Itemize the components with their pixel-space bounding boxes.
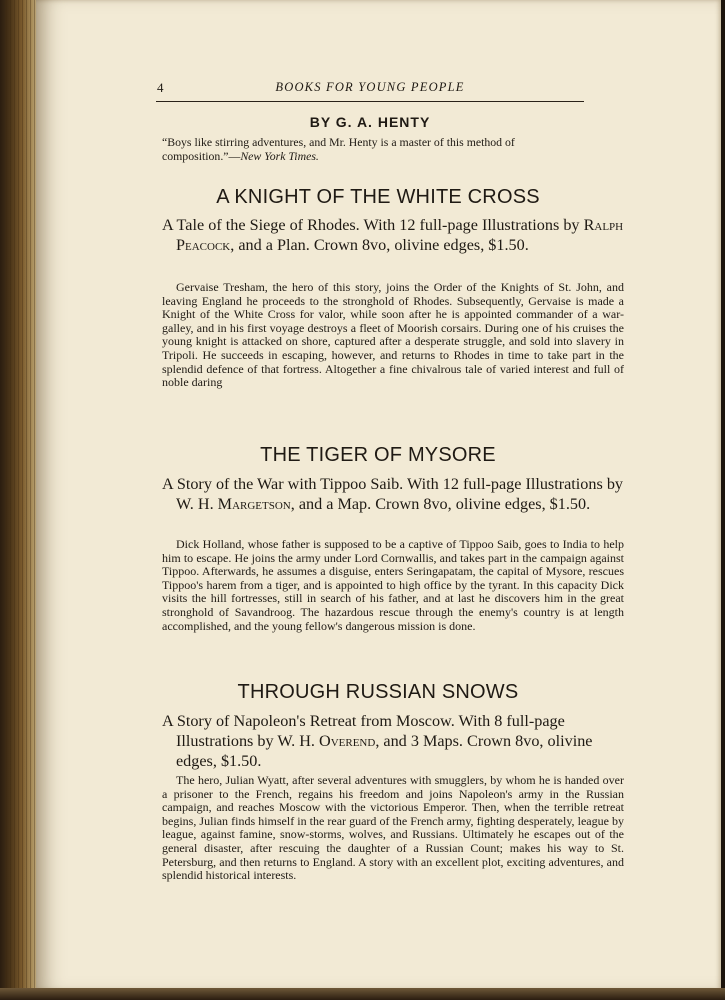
press-quote-text: “Boys like stirring adventures, and Mr. Henty is a master of this method of composition.”—: [162, 135, 515, 163]
author-heading: BY G. A. HENTY: [309, 114, 431, 130]
book-subtitle: [162, 474, 624, 514]
book-subtitle: [162, 711, 624, 771]
page-number: 4: [157, 80, 164, 95]
book-description: Gervaise Tresham, the hero of this story, joins the Order of the Knights of St. John, and leaving England he proceeds to the stronghold of Rhodes. Subsequently, Gervaise is made a Knight of the White Cross for valor, while soon after he is appointed commander of a war-galley, and in his first voyage destroys a fleet of Moorish corsairs. During one of his cruises the young knight is attacked on shore, captured after a desperate struggle, and sold into slavery in Tripoli. He succeeds in escaping, however, and returns to Rhodes in time to take part in the splendid defence of that fortress. Altogether a fine chivalrous tale of varied interest and full of noble daring: [162, 280, 624, 390]
illustrator-name: Ralph Peacock: [176, 216, 624, 254]
illustrator-name: Overend: [319, 732, 376, 750]
running-title: BOOKS FOR YOUNG PEOPLE: [275, 80, 465, 94]
book-title: THROUGH RUSSIAN SNOWS: [237, 681, 519, 703]
book-title: THE TIGER OF MYSORE: [260, 444, 496, 466]
subtitle-text: A Story of Napoleon's Retreat from Moscow. With 8 full-page Illustrations by W. H.: [162, 712, 565, 750]
page-header: [157, 80, 580, 95]
book-description: The hero, Julian Wyatt, after several adventures with smugglers, by whom he is handed over a prisoner to the French, regains his freedom and joins Napoleon's army in the Russian campaign, and reaches Moscow with the victorious Emperor. Then, when the terrible retreat begins, Julian finds himself in the rear guard of the French army, fighting desperately, league by league, against famine, snow-storms, wolves, and Russians. Ultimately he escapes out of the general disaster, after rescuing the daughter of a Russian Count; makes his way to St. Petersburg, and then returns to England. A story with an excellent plot, exciting adventures, and splendid historical interests.: [162, 773, 624, 883]
illustrator-name: Margetson: [217, 495, 291, 513]
spine-page-edges: [6, 0, 36, 1000]
press-quote-source: New York Times.: [240, 149, 319, 163]
header-rule: [156, 101, 584, 102]
book-spine: [0, 0, 40, 1000]
book-page: [36, 0, 721, 990]
book-description: Dick Holland, whose father is supposed to be a captive of Tippoo Saib, goes to India to help him to escape. He joins the army under Lord Cornwallis, and takes part in the campaign against Tippoo. Afterwards, he assumes a disguise, enters Seringapatam, the capital of Mysore, rescues Tippoo's harem from a tiger, and is appointed to high office by the tyrant. In this capacity Dick visits the hill fortresses, still in search of his father, and at last he discovers him in the great stronghold of Savandroog. The hazardous rescue through the enemy's country is at length accomplished, and the young fellow's dangerous mission is done.: [162, 537, 624, 633]
subtitle-text: A Tale of the Siege of Rhodes. With 12 full-page Illustrations by: [162, 216, 584, 234]
subtitle-text: A Story of the War with Tippoo Saib. With 12 full-page Illustrations by W. H.: [162, 475, 624, 513]
book-subtitle: [162, 215, 624, 255]
book-title: A KNIGHT OF THE WHITE CROSS: [216, 186, 540, 208]
press-quote: [162, 135, 590, 163]
subtitle-price: , and a Map. Crown 8vo, olivine edges, $1.50.: [290, 495, 591, 513]
subtitle-price: , and 3 Maps. Crown 8vo, olivine edges, $1.50.: [176, 732, 593, 770]
subtitle-price: , and a Plan. Crown 8vo, olivine edges, $1.50.: [230, 236, 529, 254]
book-bottom-edge: [0, 988, 725, 1000]
